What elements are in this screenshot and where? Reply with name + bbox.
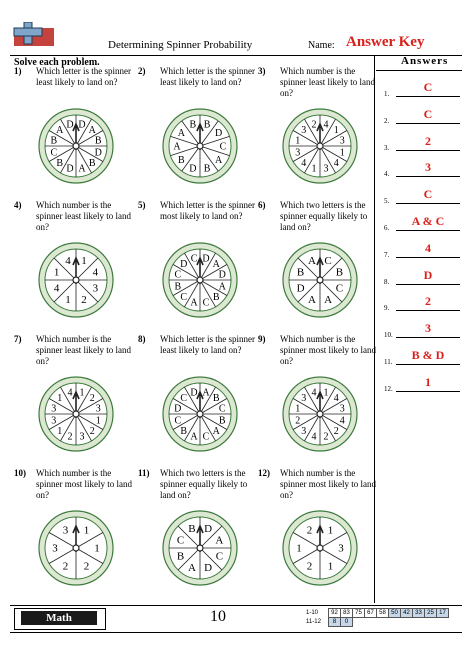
spinner-label: D xyxy=(180,259,188,271)
spinner-label: 3 xyxy=(338,542,344,555)
spinner-label: A xyxy=(212,425,220,437)
spinner-label: B xyxy=(180,425,188,437)
answer-row xyxy=(380,128,462,154)
answer-number: 12. xyxy=(384,384,393,393)
answer-line xyxy=(396,284,460,285)
spinner-label: 2 xyxy=(333,425,339,437)
score-cell: 58 xyxy=(377,609,389,618)
spinner-label: 3 xyxy=(301,125,307,137)
spinner xyxy=(280,374,360,454)
spinner-label: A xyxy=(190,431,198,443)
spinner-label: 1 xyxy=(81,255,87,268)
spinner-label: 4 xyxy=(311,431,317,443)
answer-row xyxy=(380,342,462,368)
problem-question: Which number is the spinner most likely to land on? xyxy=(280,334,376,366)
answer-row xyxy=(380,315,462,341)
problem-number: 6) xyxy=(258,200,266,210)
spinner-label: 4 xyxy=(65,255,71,268)
spinner-label: 4 xyxy=(339,415,345,427)
score-cell: 8 xyxy=(329,618,341,627)
score-cell: 50 xyxy=(389,609,401,618)
problem-number: 9) xyxy=(258,334,266,344)
spinner-label: C xyxy=(335,282,344,295)
spinner-label: 4 xyxy=(311,387,317,399)
answer-line xyxy=(396,176,460,177)
spinner xyxy=(280,240,360,320)
spinner-label: C xyxy=(202,297,210,309)
spinner-label: C xyxy=(219,141,227,153)
answer-line xyxy=(396,310,460,311)
spinner-hub xyxy=(73,143,79,149)
spinner-label: 1 xyxy=(311,163,317,175)
problem-question: Which number is the spinner least likely to land on? xyxy=(36,200,131,232)
answer-row xyxy=(380,288,462,314)
spinner xyxy=(160,240,240,320)
spinner-label: D xyxy=(66,163,74,175)
answer-row xyxy=(380,262,462,288)
spinner-label: 1 xyxy=(95,415,101,427)
math-logo-icon xyxy=(10,22,56,48)
spinner-label: B xyxy=(178,155,185,167)
spinner-label: 3 xyxy=(301,393,307,405)
spinner-label: B xyxy=(203,163,211,175)
spinner-label: B xyxy=(176,550,185,563)
spinner-label: B xyxy=(335,266,344,279)
spinner-hub xyxy=(317,143,323,149)
spinner-label: D xyxy=(66,119,74,131)
problem-7 xyxy=(14,334,134,464)
spinner-label: B xyxy=(94,135,102,147)
spinner-label: A xyxy=(202,387,210,399)
answers-heading-rule xyxy=(376,70,462,71)
problem-question: Which two letters is the spinner equally likely to land on? xyxy=(160,468,248,500)
spinner-label: D xyxy=(174,403,182,415)
spinner-label: 3 xyxy=(62,524,69,537)
spinner-label: 3 xyxy=(51,415,57,427)
spinner-label: 2 xyxy=(81,293,87,306)
spinner-label: 3 xyxy=(339,135,345,147)
answer-value: 2 xyxy=(425,133,431,148)
spinner-hub xyxy=(317,411,323,417)
answer-key-label: Answer Key xyxy=(346,34,425,50)
spinner-label: A xyxy=(190,297,198,309)
score-cell: 75 xyxy=(353,609,365,618)
score-row-label: 1-10 xyxy=(306,610,319,616)
answer-value: C xyxy=(423,187,433,202)
score-row-label: 11-12 xyxy=(306,619,321,625)
spinner-label: C xyxy=(202,431,210,443)
answer-value: 3 xyxy=(425,321,431,336)
spinner-label: 3 xyxy=(301,425,307,437)
spinner xyxy=(36,374,116,454)
spinner-label: A xyxy=(78,163,86,175)
answer-row xyxy=(380,369,462,395)
answer-value: C xyxy=(423,80,433,94)
spinner-label: 4 xyxy=(92,266,99,279)
spinner-label: A xyxy=(187,561,196,574)
answers-heading: Answers xyxy=(401,55,449,67)
spinner-label: 3 xyxy=(339,403,345,415)
spinner xyxy=(36,508,116,588)
answer-row xyxy=(380,208,462,234)
spinner-label: 4 xyxy=(67,387,73,399)
spinner-label: B xyxy=(212,393,220,405)
footer xyxy=(10,605,462,633)
spinner-label: 1 xyxy=(327,524,334,537)
spinner xyxy=(36,240,116,320)
spinner-hub xyxy=(197,411,203,417)
spinner-label: 1 xyxy=(295,135,301,147)
answer-row xyxy=(380,154,462,180)
spinner-label: 1 xyxy=(79,387,85,399)
problem-6 xyxy=(258,200,378,330)
answer-number: 6. xyxy=(384,224,390,232)
problem-question: Which letter is the spinner least likely to land on? xyxy=(160,66,255,87)
score-cell: 83 xyxy=(341,609,353,618)
answer-value: D xyxy=(423,267,433,282)
problem-question: Which letter is the spinner most likely to land on? xyxy=(160,200,255,221)
answer-number: 10. xyxy=(384,331,393,340)
answer-line xyxy=(396,96,460,97)
spinner-label: 3 xyxy=(79,431,85,443)
spinner-label: 2 xyxy=(311,119,317,131)
spinner-label: 4 xyxy=(53,282,60,295)
spinner-label: 1 xyxy=(53,266,60,279)
answer-row xyxy=(380,101,462,127)
spinner-hub xyxy=(197,545,203,551)
answer-number: 8. xyxy=(384,277,390,286)
spinner-hub xyxy=(73,545,79,551)
problem-number: 5) xyxy=(138,200,146,210)
spinner-label: A xyxy=(177,127,186,139)
problem-question: Which number is the spinner most likely to land on? xyxy=(280,468,376,500)
answer-line xyxy=(396,123,460,124)
spinner-hub xyxy=(317,277,323,283)
spinner xyxy=(280,508,360,588)
spinner-label: A xyxy=(307,293,316,306)
spinner-label: 3 xyxy=(51,403,57,415)
problem-5 xyxy=(138,200,258,330)
spinner-label: 2 xyxy=(89,393,95,405)
spinner-label: 2 xyxy=(323,431,329,443)
spinner-label: B xyxy=(188,523,196,536)
problem-question: Which number is the spinner most likely to land on? xyxy=(36,468,132,500)
spinner-label: 1 xyxy=(339,147,345,159)
score-cell: 33 xyxy=(413,609,425,618)
spinner-label: 4 xyxy=(333,157,339,169)
spinner-label: B xyxy=(189,119,197,131)
spinner-label: B xyxy=(56,157,64,169)
spinner-label: C xyxy=(180,291,188,303)
answer-number: 11. xyxy=(384,358,393,366)
spinner-label: C xyxy=(50,147,58,159)
spinner-label: A xyxy=(173,141,181,153)
spinner-label: 2 xyxy=(67,431,73,443)
answer-number: 7. xyxy=(384,250,390,259)
spinner-label: D xyxy=(94,147,102,159)
header-rule xyxy=(10,55,462,56)
spinner-label: D xyxy=(204,523,213,536)
answer-number: 9. xyxy=(384,304,390,313)
answer-line xyxy=(396,257,460,258)
score-cell: 67 xyxy=(365,609,377,618)
answer-number: 5. xyxy=(384,197,390,206)
spinner-label: 1 xyxy=(296,542,302,555)
spinner-label: 1 xyxy=(94,542,100,555)
spinner-label: 2 xyxy=(89,425,95,437)
spinner-label: B xyxy=(203,119,211,131)
score-table xyxy=(306,608,449,627)
score-cell: 17 xyxy=(437,609,449,618)
spinner-label: 1 xyxy=(333,125,339,137)
problem-9 xyxy=(258,334,378,464)
spinner-label: 2 xyxy=(295,415,301,427)
problem-question: Which letter is the spinner least likely to land on? xyxy=(160,334,255,355)
spinner-label: C xyxy=(174,415,182,427)
spinner-label: 2 xyxy=(83,560,90,573)
spinner-label: 1 xyxy=(65,293,71,306)
answer-row xyxy=(380,235,462,261)
spinner xyxy=(160,106,240,186)
problem-10 xyxy=(14,468,134,598)
spinner-label: 1 xyxy=(57,393,63,405)
answer-line xyxy=(396,391,460,392)
page-number: 10 xyxy=(210,608,226,625)
spinner-label: D xyxy=(202,253,210,265)
problem-number: 10) xyxy=(14,468,26,478)
spinner-label: 1 xyxy=(327,560,334,573)
answer-row xyxy=(380,181,462,207)
spinner-label: A xyxy=(218,281,226,293)
answer-line xyxy=(396,337,460,338)
spinner-label: 3 xyxy=(95,403,101,415)
answer-value: 4 xyxy=(425,240,431,255)
problem-number: 8) xyxy=(138,334,146,344)
spinner-label: B xyxy=(218,415,226,427)
spinner xyxy=(160,508,240,588)
problem-11 xyxy=(138,468,258,598)
spinner-hub xyxy=(197,277,203,283)
spinner-label: C xyxy=(190,253,198,265)
spinner-label: D xyxy=(204,561,213,574)
spinner-label: 2 xyxy=(306,560,313,573)
problem-1 xyxy=(14,66,134,196)
spinner-label: A xyxy=(324,293,333,306)
spinner-label: D xyxy=(296,282,305,295)
spinner-label: A xyxy=(307,255,316,268)
answer-value: A & C xyxy=(411,214,445,228)
spinner-label: B xyxy=(174,281,182,293)
problem-2 xyxy=(138,66,258,196)
problem-4 xyxy=(14,200,134,330)
spinner-label: D xyxy=(78,119,86,131)
spinner xyxy=(280,106,360,186)
spinner-label: 1 xyxy=(83,524,90,537)
spinner-label: D xyxy=(218,269,226,281)
spinner-label: A xyxy=(212,259,220,271)
score-cell: 0 xyxy=(341,618,353,627)
answer-row xyxy=(380,74,462,100)
problem-question: Which two letters is the spinner equally likely to land on? xyxy=(280,200,368,232)
answer-value: 1 xyxy=(425,374,431,389)
name-label: Name: xyxy=(308,40,335,51)
spinner-label: 4 xyxy=(301,157,307,169)
spinner-label: 4 xyxy=(323,119,329,131)
spinner-label: C xyxy=(218,403,226,415)
subject-box xyxy=(14,608,106,630)
score-cell: 92 xyxy=(329,609,341,618)
score-row-1-10 xyxy=(306,609,449,618)
answer-value: 2 xyxy=(425,294,431,309)
problem-3 xyxy=(258,66,378,196)
answer-line xyxy=(396,230,460,231)
spinner-label: C xyxy=(180,393,188,405)
spinner-label: 3 xyxy=(295,147,301,159)
spinner-hub xyxy=(197,143,203,149)
score-cell: 42 xyxy=(401,609,413,618)
spinner-label: 2 xyxy=(62,560,69,573)
answer-line xyxy=(396,203,460,204)
answer-line xyxy=(396,364,460,365)
page-title: Determining Spinner Probability xyxy=(108,39,253,51)
spinner-hub xyxy=(317,545,323,551)
problem-number: 1) xyxy=(14,66,22,76)
answer-number: 1. xyxy=(384,90,390,98)
spinner-label: A xyxy=(56,125,64,137)
answer-line xyxy=(396,150,460,151)
problem-number: 4) xyxy=(14,200,22,210)
spinner-label: A xyxy=(214,155,223,167)
spinner-label: D xyxy=(214,127,223,139)
problem-number: 7) xyxy=(14,334,22,344)
spinner-label: A xyxy=(88,125,96,137)
spinner-label: B xyxy=(88,157,96,169)
spinner xyxy=(160,374,240,454)
spinner-hub xyxy=(73,277,79,283)
problem-question: Which number is the spinner least likely to land on? xyxy=(36,334,131,366)
problem-8 xyxy=(138,334,258,464)
problem-12 xyxy=(258,468,378,598)
spinner-label: 3 xyxy=(323,163,329,175)
spinner-label: D xyxy=(190,387,198,399)
problem-number: 3) xyxy=(258,66,266,76)
spinner-label: B xyxy=(50,135,58,147)
problem-number: 11) xyxy=(138,468,150,478)
spinner-hub xyxy=(73,411,79,417)
problem-number: 2) xyxy=(138,66,146,76)
score-row-11-12 xyxy=(306,618,449,627)
problem-question: Which letter is the spinner least likely to land on? xyxy=(36,66,131,87)
spinner-label: B xyxy=(212,291,220,303)
score-cell: 25 xyxy=(425,609,437,618)
spinner-label: B xyxy=(296,266,305,279)
spinner-label: C xyxy=(215,550,224,563)
answer-value: B & D xyxy=(411,348,445,362)
answer-value: 3 xyxy=(425,160,431,175)
spinner-label: D xyxy=(189,163,197,175)
spinner-label: C xyxy=(174,269,182,281)
spinner-label: C xyxy=(176,534,185,547)
spinner xyxy=(36,106,116,186)
spinner-label: 1 xyxy=(295,403,301,415)
spinner-label: 3 xyxy=(92,282,99,295)
answer-number: 2. xyxy=(384,116,390,125)
answer-number: 4. xyxy=(384,170,390,179)
problem-question: Which number is the spinner least likely to land on? xyxy=(280,66,375,98)
answer-value: C xyxy=(423,106,433,121)
spinner-label: 2 xyxy=(306,524,313,537)
instructions: Solve each problem. xyxy=(14,57,100,68)
spinner-label: A xyxy=(215,534,224,547)
spinner-label: 1 xyxy=(323,387,329,399)
answer-number: 3. xyxy=(384,143,390,152)
problem-number: 12) xyxy=(258,468,270,478)
spinner-label: 4 xyxy=(333,393,339,405)
spinner-label: 3 xyxy=(52,542,58,555)
spinner-label: C xyxy=(324,255,332,268)
spinner-label: 1 xyxy=(57,425,63,437)
subject-label: Math xyxy=(21,611,97,625)
